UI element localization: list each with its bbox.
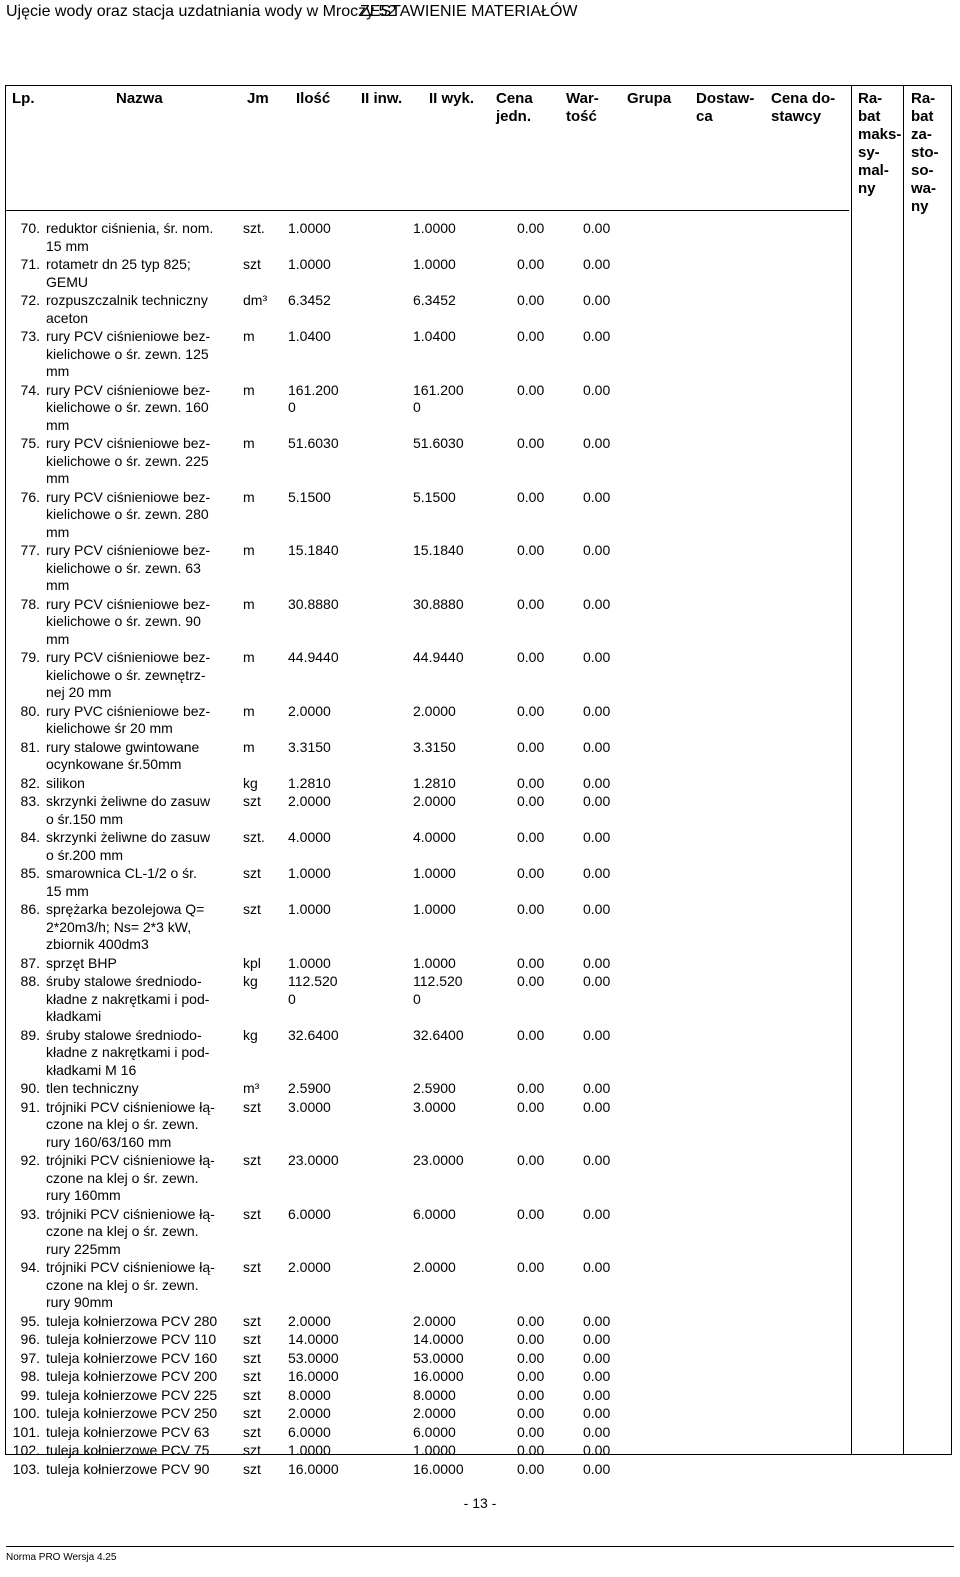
row-ilosc: 44.9440: [288, 649, 339, 665]
row-ilosc: 2.5900: [288, 1080, 331, 1096]
row-jm: szt: [243, 1386, 261, 1403]
row-ii-inw: 1.0400: [413, 328, 456, 344]
row-lp: 82.: [20, 774, 40, 791]
row-ii-wyk: 0.00: [517, 774, 545, 791]
row-ii-inw: 4.0000: [413, 829, 456, 845]
row-cena-jedn: 0.00: [583, 1312, 611, 1329]
row-ii-wyk: 0.00: [517, 1442, 545, 1458]
row-lp: 88.: [20, 973, 40, 989]
row-ii-inw: 2.0000: [413, 793, 456, 809]
row-ii-inw: 6.3452: [413, 292, 456, 308]
footer-divider: [6, 1546, 954, 1547]
row-ilosc: 5.1500: [288, 488, 331, 505]
row-jm: szt: [243, 1460, 261, 1477]
row-jm: kpl: [243, 954, 261, 971]
column-divider: [903, 86, 904, 1454]
col-rabat-maksymalny: Ra- bat maks- sy- mal- ny: [858, 90, 902, 197]
row-ii-inw: 3.3150: [413, 738, 456, 755]
footer-text: Norma PRO Wersja 4.25: [6, 1552, 117, 1563]
row-name: rury PCV ciśnieniowe bez- kielichowe o śr. zewn. 225 mm: [46, 435, 211, 486]
row-cena-jedn: 0.00: [583, 542, 611, 558]
row-cena-jedn: 0.00: [583, 1205, 611, 1222]
row-ilosc: 1.2810: [288, 774, 331, 791]
row-name: skrzynki żeliwne do zasuw o śr.200 mm: [46, 829, 211, 863]
row-cena-jedn: 0.00: [583, 488, 611, 505]
row-ii-wyk: 0.00: [517, 1368, 545, 1384]
row-ilosc: 161.200 0: [288, 381, 339, 415]
row-jm: szt: [243, 1152, 261, 1168]
row-cena-jedn: 0.00: [583, 793, 611, 809]
col-ilosc: Ilość: [296, 90, 331, 107]
row-ilosc: 112.520 0: [288, 973, 338, 1007]
row-cena-jedn: 0.00: [583, 829, 611, 845]
col-wartosc: War- tość: [566, 90, 599, 125]
row-ilosc: 16.0000: [288, 1368, 339, 1384]
row-jm: m: [243, 542, 255, 558]
row-ii-inw: 2.0000: [413, 1259, 456, 1275]
row-jm: kg: [243, 973, 258, 989]
col-ii-inw: II inw.: [361, 90, 403, 107]
row-lp: 99.: [20, 1386, 40, 1403]
row-ilosc: 1.0400: [288, 328, 331, 344]
row-ii-inw: 32.6400: [413, 1026, 464, 1043]
row-ilosc: 14.0000: [288, 1331, 339, 1347]
row-lp: 78.: [20, 595, 40, 612]
row-ii-wyk: 0.00: [517, 381, 545, 398]
row-ii-wyk: 0.00: [517, 829, 545, 845]
row-ii-inw: 1.0000: [413, 954, 456, 971]
row-name: rury PVC ciśnieniowe bez- kielichowe śr 20 mm: [46, 702, 211, 736]
row-ii-inw: 16.0000: [413, 1460, 464, 1477]
row-ii-wyk: 0.00: [517, 1259, 545, 1275]
row-ii-inw: 6.0000: [413, 1423, 456, 1440]
row-ilosc: 3.3150: [288, 738, 331, 755]
col-lp: Lp.: [12, 90, 35, 107]
row-ii-inw: 2.0000: [413, 1405, 456, 1421]
row-lp: 77.: [20, 542, 40, 558]
row-ii-wyk: 0.00: [517, 901, 545, 917]
col-cena-dostawcy: Cena do- stawcy: [771, 90, 836, 125]
col-ii-wyk: II wyk.: [429, 90, 475, 107]
row-cena-jedn: 0.00: [583, 1098, 611, 1115]
row-lp: 90.: [20, 1080, 40, 1096]
row-ilosc: 2.0000: [288, 1312, 331, 1329]
row-ii-wyk: 0.00: [517, 488, 545, 505]
row-cena-jedn: 0.00: [583, 220, 611, 236]
row-ii-wyk: 0.00: [517, 1349, 545, 1366]
row-ilosc: 23.0000: [288, 1152, 339, 1168]
row-ilosc: 32.6400: [288, 1026, 339, 1043]
row-lp: 76.: [20, 488, 40, 505]
row-ilosc: 1.0000: [288, 901, 331, 917]
row-lp: 71.: [20, 256, 40, 272]
row-name: rury PCV ciśnieniowe bez- kielichowe o śr. zewn. 160 mm: [46, 381, 211, 433]
row-ilosc: 3.0000: [288, 1098, 331, 1115]
row-name: tuleja kołnierzowe PCV 90: [46, 1460, 210, 1477]
row-ii-inw: 1.0000: [413, 220, 456, 236]
row-ilosc: 15.1840: [288, 542, 339, 558]
row-lp: 97.: [20, 1349, 40, 1366]
row-jm: m: [243, 702, 255, 719]
row-cena-jedn: 0.00: [583, 865, 611, 881]
row-lp: 103.: [12, 1460, 40, 1477]
row-lp: 101.: [12, 1423, 40, 1440]
row-jm: m: [243, 738, 255, 755]
header-divider: [6, 210, 849, 211]
row-jm: szt: [243, 1349, 261, 1366]
row-ii-wyk: 0.00: [517, 865, 545, 881]
row-ii-inw: 6.0000: [413, 1205, 456, 1222]
row-cena-jedn: 0.00: [583, 1349, 611, 1366]
row-ii-inw: 1.0000: [413, 865, 456, 881]
row-name: tuleja kołnierzowa PCV 280: [46, 1312, 218, 1329]
row-ilosc: 1.0000: [288, 865, 331, 881]
row-ii-wyk: 0.00: [517, 1312, 545, 1329]
row-name: trójniki PCV ciśnieniowe łą- czone na klej o śr. zewn. rury 160/63/160 mm: [46, 1098, 215, 1150]
row-lp: 83.: [20, 793, 40, 809]
row-jm: szt: [243, 256, 261, 272]
row-ilosc: 1.0000: [288, 954, 331, 971]
row-ii-inw: 1.0000: [413, 901, 456, 917]
row-ii-inw: 5.1500: [413, 488, 456, 505]
row-ii-wyk: 0.00: [517, 1405, 545, 1421]
row-jm: szt: [243, 1368, 261, 1384]
row-lp: 74.: [20, 381, 40, 398]
row-jm: m: [243, 435, 255, 451]
row-cena-jedn: 0.00: [583, 954, 611, 971]
row-ii-wyk: 0.00: [517, 793, 545, 809]
row-ii-wyk: 0.00: [517, 1460, 545, 1477]
row-ii-inw: 51.6030: [413, 435, 464, 451]
row-ii-wyk: 0.00: [517, 220, 545, 236]
row-ii-wyk: 0.00: [517, 702, 545, 719]
row-lp: 73.: [20, 328, 40, 344]
row-ii-inw: 44.9440: [413, 649, 464, 665]
row-jm: szt: [243, 1442, 261, 1458]
row-cena-jedn: 0.00: [583, 1080, 611, 1096]
row-name: trójniki PCV ciśnieniowe łą- czone na klej o śr. zewn. rury 160mm: [46, 1152, 215, 1203]
row-name: rury PCV ciśnieniowe bez- kielichowe o śr. zewn. 125 mm: [46, 328, 211, 379]
col-rabat-zastosowany: Ra- bat za- sto- so- wa- ny: [911, 90, 939, 215]
row-name: rotametr dn 25 typ 825; GEMU: [46, 256, 191, 290]
row-lp: 98.: [20, 1368, 40, 1384]
row-lp: 84.: [20, 829, 40, 845]
row-jm: m: [243, 595, 255, 612]
row-cena-jedn: 0.00: [583, 1152, 611, 1168]
row-name: rury PCV ciśnieniowe bez- kielichowe o śr. zewnętrz- nej 20 mm: [46, 649, 211, 700]
document-title: Ujęcie wody oraz stacja uzdatniania wody w Mroczy 52: [6, 3, 397, 20]
col-cena-jedn: Cena jedn.: [496, 90, 533, 125]
row-jm: kg: [243, 1026, 258, 1043]
row-ii-wyk: 0.00: [517, 595, 545, 612]
row-ilosc: 6.3452: [288, 292, 331, 308]
row-jm: szt: [243, 793, 261, 809]
row-cena-jedn: 0.00: [583, 292, 611, 308]
materials-table: [5, 85, 952, 1477]
row-ilosc: 16.0000: [288, 1460, 339, 1477]
row-jm: szt: [243, 1312, 261, 1329]
row-ilosc: 2.0000: [288, 1259, 331, 1275]
row-lp: 94.: [20, 1259, 40, 1275]
row-ii-inw: 2.0000: [413, 702, 456, 719]
row-name: tuleja kołnierzowe PCV 63: [46, 1423, 210, 1440]
row-cena-jedn: 0.00: [583, 1442, 611, 1458]
row-cena-jedn: 0.00: [583, 1026, 611, 1043]
row-ii-inw: 2.0000: [413, 1312, 456, 1329]
row-name: tuleja kołnierzowe PCV 110: [46, 1331, 217, 1347]
row-lp: 86.: [20, 901, 40, 917]
row-ii-inw: 14.0000: [413, 1331, 464, 1347]
row-ii-inw: 1.0000: [413, 1442, 456, 1458]
row-ilosc: 51.6030: [288, 435, 339, 451]
row-jm: szt: [243, 1259, 261, 1275]
row-name: silikon: [46, 774, 85, 791]
row-cena-jedn: 0.00: [583, 1460, 611, 1477]
row-lp: 91.: [20, 1098, 40, 1115]
row-name: trójniki PCV ciśnieniowe łą- czone na klej o śr. zewn. rury 90mm: [46, 1259, 215, 1310]
row-ii-inw: 112.520 0: [413, 973, 463, 1007]
row-cena-jedn: 0.00: [583, 1386, 611, 1403]
row-ii-inw: 23.0000: [413, 1152, 464, 1168]
row-jm: kg: [243, 774, 258, 791]
page-number: - 13 -: [463, 1495, 497, 1511]
row-ii-inw: 15.1840: [413, 542, 464, 558]
row-name: sprężarka bezolejowa Q= 2*20m3/h; Ns= 2*3 kW, zbiornik 400dm3: [46, 901, 205, 952]
row-lp: 79.: [20, 649, 40, 665]
row-name: rury PCV ciśnieniowe bez- kielichowe o śr. zewn. 90 mm: [46, 595, 211, 647]
row-name: rozpuszczalnik techniczny aceton: [46, 292, 208, 326]
row-ii-wyk: 0.00: [517, 1205, 545, 1222]
row-ii-wyk: 0.00: [517, 1386, 545, 1403]
row-lp: 92.: [20, 1152, 40, 1168]
row-lp: 70.: [20, 220, 40, 236]
row-jm: m: [243, 328, 255, 344]
row-ii-wyk: 0.00: [517, 1152, 545, 1168]
section-title: ZESTAWIENIE MATERIAŁÓW: [360, 3, 578, 20]
row-lp: 93.: [20, 1205, 40, 1222]
row-ii-inw: 161.200 0: [413, 381, 464, 415]
row-lp: 89.: [20, 1026, 40, 1043]
row-lp: 100.: [12, 1405, 40, 1421]
row-ilosc: 1.0000: [288, 1442, 331, 1458]
row-name: tuleja kołnierzowe PCV 200: [46, 1368, 218, 1384]
row-ii-wyk: 0.00: [517, 1098, 545, 1115]
row-cena-jedn: 0.00: [583, 973, 611, 989]
row-ii-wyk: 0.00: [517, 435, 545, 451]
row-jm: szt: [243, 1098, 261, 1115]
row-jm: szt: [243, 901, 261, 917]
col-grupa: Grupa: [627, 90, 672, 107]
row-cena-jedn: 0.00: [583, 1423, 611, 1440]
row-ilosc: 2.0000: [288, 793, 331, 809]
row-jm: m: [243, 488, 255, 505]
row-name: tuleja kołnierzowe PCV 75: [46, 1442, 210, 1458]
row-jm: dm³: [243, 292, 268, 308]
row-ilosc: 2.0000: [288, 1405, 331, 1421]
column-divider: [851, 86, 852, 1454]
row-ii-inw: 2.5900: [413, 1080, 456, 1096]
row-jm: m: [243, 649, 255, 665]
row-cena-jedn: 0.00: [583, 1331, 611, 1347]
row-ilosc: 53.0000: [288, 1349, 339, 1366]
row-name: tuleja kołnierzowe PCV 160: [46, 1349, 218, 1366]
row-ii-wyk: 0.00: [517, 292, 545, 308]
row-ii-inw: 30.8880: [413, 595, 464, 612]
row-lp: 96.: [20, 1331, 40, 1347]
row-lp: 72.: [20, 292, 40, 308]
row-cena-jedn: 0.00: [583, 1405, 611, 1421]
row-name: skrzynki żeliwne do zasuw o śr.150 mm: [46, 793, 211, 827]
row-ii-wyk: 0.00: [517, 1423, 545, 1440]
row-ilosc: 1.0000: [288, 256, 331, 272]
row-ii-wyk: 0.00: [517, 256, 545, 272]
row-ilosc: 6.0000: [288, 1205, 331, 1222]
row-cena-jedn: 0.00: [583, 256, 611, 272]
row-ii-wyk: 0.00: [517, 738, 545, 755]
row-name: rury PCV ciśnieniowe bez- kielichowe o śr. zewn. 63 mm: [46, 542, 211, 593]
row-lp: 87.: [20, 954, 40, 971]
row-ii-wyk: 0.00: [517, 954, 545, 971]
row-lp: 95.: [20, 1312, 40, 1329]
row-ii-wyk: 0.00: [517, 973, 545, 989]
row-cena-jedn: 0.00: [583, 435, 611, 451]
row-cena-jedn: 0.00: [583, 738, 611, 755]
row-ilosc: 1.0000: [288, 220, 331, 236]
row-ii-inw: 3.0000: [413, 1098, 456, 1115]
row-cena-jedn: 0.00: [583, 1368, 611, 1384]
row-jm: szt: [243, 1331, 261, 1347]
col-dostawca: Dostaw- ca: [696, 90, 755, 125]
col-nazwa: Nazwa: [116, 90, 163, 107]
row-jm: m: [243, 381, 255, 398]
row-ii-inw: 1.2810: [413, 774, 456, 791]
row-cena-jedn: 0.00: [583, 328, 611, 344]
row-ii-inw: 8.0000: [413, 1386, 456, 1403]
row-cena-jedn: 0.00: [583, 901, 611, 917]
row-ilosc: 30.8880: [288, 595, 339, 612]
row-name: reduktor ciśnienia, śr. nom. 15 mm: [46, 220, 214, 254]
row-jm: szt: [243, 1205, 261, 1222]
row-name: tuleja kołnierzowe PCV 225: [46, 1386, 218, 1403]
row-ii-wyk: 0.00: [517, 1331, 545, 1347]
row-cena-jedn: 0.00: [583, 774, 611, 791]
row-cena-jedn: 0.00: [583, 702, 611, 719]
row-name: smarownica CL-1/2 o śr. 15 mm: [46, 865, 197, 899]
row-name: tuleja kołnierzowe PCV 250: [46, 1405, 218, 1421]
row-cena-jedn: 0.00: [583, 381, 611, 398]
row-ii-wyk: 0.00: [517, 1026, 545, 1043]
row-name: śruby stalowe średniodo- kładne z nakrętkami i pod- kładkami M 16: [46, 1026, 210, 1078]
row-name: śruby stalowe średniodo- kładne z nakrętkami i pod- kładkami: [46, 973, 210, 1024]
row-cena-jedn: 0.00: [583, 595, 611, 612]
row-jm: m³: [243, 1080, 260, 1096]
row-name: rury stalowe gwintowane ocynkowane śr.50mm: [46, 738, 200, 772]
row-ii-wyk: 0.00: [517, 1080, 545, 1096]
row-lp: 75.: [20, 435, 40, 451]
row-cena-jedn: 0.00: [583, 649, 611, 665]
col-jm: Jm: [247, 90, 269, 107]
row-cena-jedn: 0.00: [583, 1259, 611, 1275]
row-jm: szt: [243, 865, 261, 881]
row-lp: 81.: [20, 738, 40, 755]
row-ilosc: 6.0000: [288, 1423, 331, 1440]
row-jm: szt: [243, 1423, 261, 1440]
row-ilosc: 8.0000: [288, 1386, 331, 1403]
row-ii-wyk: 0.00: [517, 649, 545, 665]
row-ilosc: 2.0000: [288, 702, 331, 719]
row-ii-wyk: 0.00: [517, 542, 545, 558]
row-name: tlen techniczny: [46, 1080, 139, 1096]
row-ilosc: 4.0000: [288, 829, 331, 845]
row-name: rury PCV ciśnieniowe bez- kielichowe o śr. zewn. 280 mm: [46, 488, 211, 540]
row-jm: szt.: [243, 829, 265, 845]
row-lp: 102.: [12, 1442, 40, 1458]
row-jm: szt.: [243, 220, 265, 236]
row-ii-wyk: 0.00: [517, 328, 545, 344]
row-name: trójniki PCV ciśnieniowe łą- czone na klej o śr. zewn. rury 225mm: [46, 1205, 215, 1257]
row-jm: szt: [243, 1405, 261, 1421]
row-ii-inw: 53.0000: [413, 1349, 464, 1366]
row-ii-inw: 1.0000: [413, 256, 456, 272]
row-ii-inw: 16.0000: [413, 1368, 464, 1384]
row-lp: 80.: [20, 702, 40, 719]
row-name: sprzęt BHP: [46, 954, 117, 971]
row-lp: 85.: [20, 865, 40, 881]
